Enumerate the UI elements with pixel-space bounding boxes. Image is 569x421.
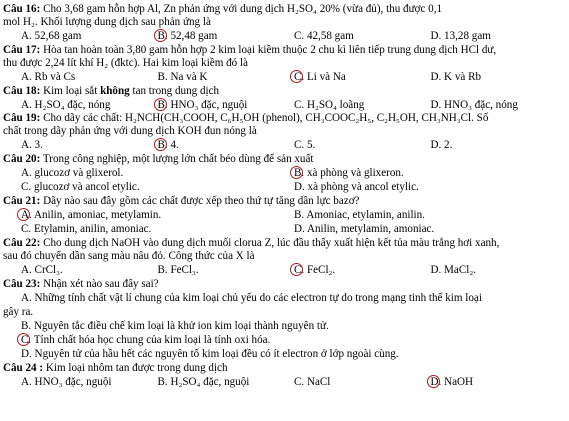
q23-option-a-line1[interactable]: A. Những tính chất vật lí chung của kim loại chủ yếu do các electron tự do trong mạng tinh thể kim loại: [21, 292, 482, 304]
answer-circle-mark: [290, 166, 303, 179]
q20-options-row2: [3, 181, 567, 194]
q21-number: Câu 21:: [3, 195, 41, 207]
q16-number: Câu 16:: [3, 3, 41, 15]
answer-circle-mark: [17, 208, 30, 221]
q20-stem-line: [3, 153, 567, 166]
q22-stem-line2: sau đó chuyển dần sang màu nâu đỏ. Công thức của X là: [3, 250, 255, 262]
q18-option-b[interactable]: B. HNO₃ đặc, nguội: [158, 99, 295, 112]
q23-stem-line: [3, 278, 567, 291]
q21-options-row1: [3, 209, 567, 222]
q19-option-d[interactable]: D. 2.: [430, 139, 453, 151]
q17-stem-line1: [3, 44, 567, 57]
q19-stem-line2: chất trong dãy phản ứng với dung dịch KOH đun nóng là: [3, 125, 257, 137]
answer-circle-mark: [17, 333, 30, 346]
q23-number: Câu 23:: [3, 278, 41, 290]
answer-circle-mark: [154, 29, 167, 42]
q24-stem-line: [3, 362, 567, 375]
q18-options: [3, 99, 567, 112]
q17-option-b[interactable]: B. Na và K: [157, 71, 208, 83]
q16-option-a[interactable]: A. 52,68 gam: [21, 30, 82, 42]
q16-option-b[interactable]: B. 52,48 gam: [158, 30, 295, 43]
q16-stem: Cho 3,68 gam hỗn hợp Al, Zn phản ứng với dung dịch H₂SO₄ 20% (vừa đủ), thu được 0,1: [43, 3, 443, 15]
q22-option-d[interactable]: D. MaCl₂.: [430, 264, 476, 276]
q22-option-b[interactable]: B. FeCl₃.: [157, 264, 199, 276]
q24-option-b[interactable]: B. H₂SO₄ đặc, nguội: [157, 376, 250, 388]
q16-stem-line1: [3, 3, 567, 16]
q22-stem: Cho dung dịch NaOH vào dung dịch muối clorua Z, lúc đầu thấy xuất hiện kết tủa màu trắng hơi xanh,: [43, 237, 500, 249]
q20-option-c[interactable]: C. glucozơ và ancol etylic.: [21, 181, 140, 193]
q20-option-d[interactable]: D. xà phòng và ancol etylic.: [294, 181, 419, 193]
q19-stem: Cho dãy các chất: H₂NCH(CH₃COOH, C₆H₅OH (phenol), CH₃COOC₂H₅, C₂H₅OH, CH₃NH₃Cl. Số: [43, 112, 489, 124]
q17-option-c[interactable]: C. Li và Na: [294, 71, 431, 84]
answer-circle-mark: [154, 98, 167, 111]
q22-options: [3, 264, 567, 277]
q18-stem-line: Câu 18: Kim loại sắt không tan trong dung dịch: [3, 85, 220, 97]
q19-option-a[interactable]: A. 3.: [21, 139, 43, 151]
q22-option-a[interactable]: A. CrCl₃.: [21, 264, 63, 276]
q22-stem-line1: [3, 237, 567, 250]
q22-option-c[interactable]: C. FeCl₂.: [294, 264, 431, 277]
q16-stem-line2: mol H₂. Khối lượng dung dịch sau phản ứng là: [3, 16, 211, 28]
q19-options: [3, 139, 567, 152]
q21-option-b[interactable]: B. Amoniac, etylamin, anilin.: [294, 209, 425, 221]
q18-option-c[interactable]: C. H₂SO₄ loãng: [294, 99, 365, 111]
q16-options: [3, 30, 567, 43]
q23-stem: Nhận xét nào sau đây sai?: [43, 278, 159, 290]
q19-option-c[interactable]: C. 5.: [294, 139, 316, 151]
answer-circle-mark: [290, 70, 303, 83]
q23-option-a-line2: gây ra.: [3, 306, 34, 318]
q16-option-c[interactable]: C. 42,58 gam: [294, 30, 354, 42]
q23-option-b[interactable]: B. Nguyên tắc điều chế kim loại là khử ion kim loại thành nguyên tử.: [21, 320, 329, 332]
q21-stem: Dãy nào sau đây gồm các chất được xếp theo thứ tự tăng dần lực bazơ?: [43, 195, 360, 207]
answer-circle-mark: [290, 263, 303, 276]
q24-stem: Kim loại nhôm tan được trong dung dịch: [45, 362, 228, 374]
q20-option-a[interactable]: A. glucozơ và glixerol.: [21, 167, 124, 179]
q23-option-c[interactable]: C. Tính chất hóa học chung của kim loại là tính oxi hóa.: [3, 334, 567, 347]
q20-stem: Trong công nghiệp, một lượng lớn chất béo dùng để sản xuất: [42, 153, 314, 165]
q17-option-a[interactable]: A. Rb và Cs: [21, 71, 76, 83]
q21-option-d[interactable]: D. Anilin, metylamin, amoniac.: [294, 223, 435, 235]
q17-option-d[interactable]: D. K và Rb: [430, 71, 482, 83]
answer-circle-mark: [154, 138, 167, 151]
q17-number: Câu 17:: [3, 44, 41, 56]
q20-number: Câu 20:: [3, 153, 41, 165]
answer-circle-mark: [427, 375, 440, 388]
q17-stem-line2: thu được 2,24 lít khí H₂ (đktc). Hai kim loại kiềm đó là: [3, 57, 248, 69]
q22-number: Câu 22:: [3, 237, 41, 249]
q23-option-d[interactable]: D. Nguyên tử của hầu hết các nguyên tố kim loại đều có ít electron ở lớp ngoài cùng.: [21, 348, 399, 360]
q24-option-c[interactable]: C. NaCl: [294, 376, 331, 388]
q18-option-a[interactable]: A. H₂SO₄ đặc, nóng: [21, 99, 111, 111]
q17-stem: Hòa tan hoàn toàn 3,80 gam hỗn hợp 2 kim loại kiềm thuộc 2 chu kì liên tiếp trung dung dịch HCl dư,: [43, 44, 497, 56]
q16-option-d[interactable]: D. 13,28 gam: [430, 30, 491, 42]
q24-number: Câu 24 :: [3, 362, 44, 374]
q21-option-a[interactable]: A. Anilin, amoniac, metylamin.: [21, 209, 294, 222]
q18-option-d[interactable]: D. HNO₃ đặc, nóng: [430, 99, 518, 111]
q18-emphasis: không: [100, 85, 130, 97]
q24-options: [3, 376, 567, 389]
q19-option-b[interactable]: B. 4.: [158, 139, 295, 152]
q17-options: [3, 71, 567, 84]
q21-stem-line: [3, 195, 567, 208]
q20-option-b[interactable]: B. xà phòng và glixeron.: [294, 167, 567, 180]
q21-option-c[interactable]: C. Etylamin, anilin, amoniac.: [21, 223, 152, 235]
q24-option-d[interactable]: D. NaOH: [431, 376, 568, 389]
q20-options-row1: [3, 167, 567, 180]
q19-stem-line1: [3, 112, 567, 125]
q19-number: Câu 19:: [3, 112, 41, 124]
q18-number: Câu 18:: [3, 85, 41, 97]
q24-option-a[interactable]: A. HNO₃ đặc, nguội: [21, 376, 112, 388]
q21-options-row2: [3, 223, 567, 236]
